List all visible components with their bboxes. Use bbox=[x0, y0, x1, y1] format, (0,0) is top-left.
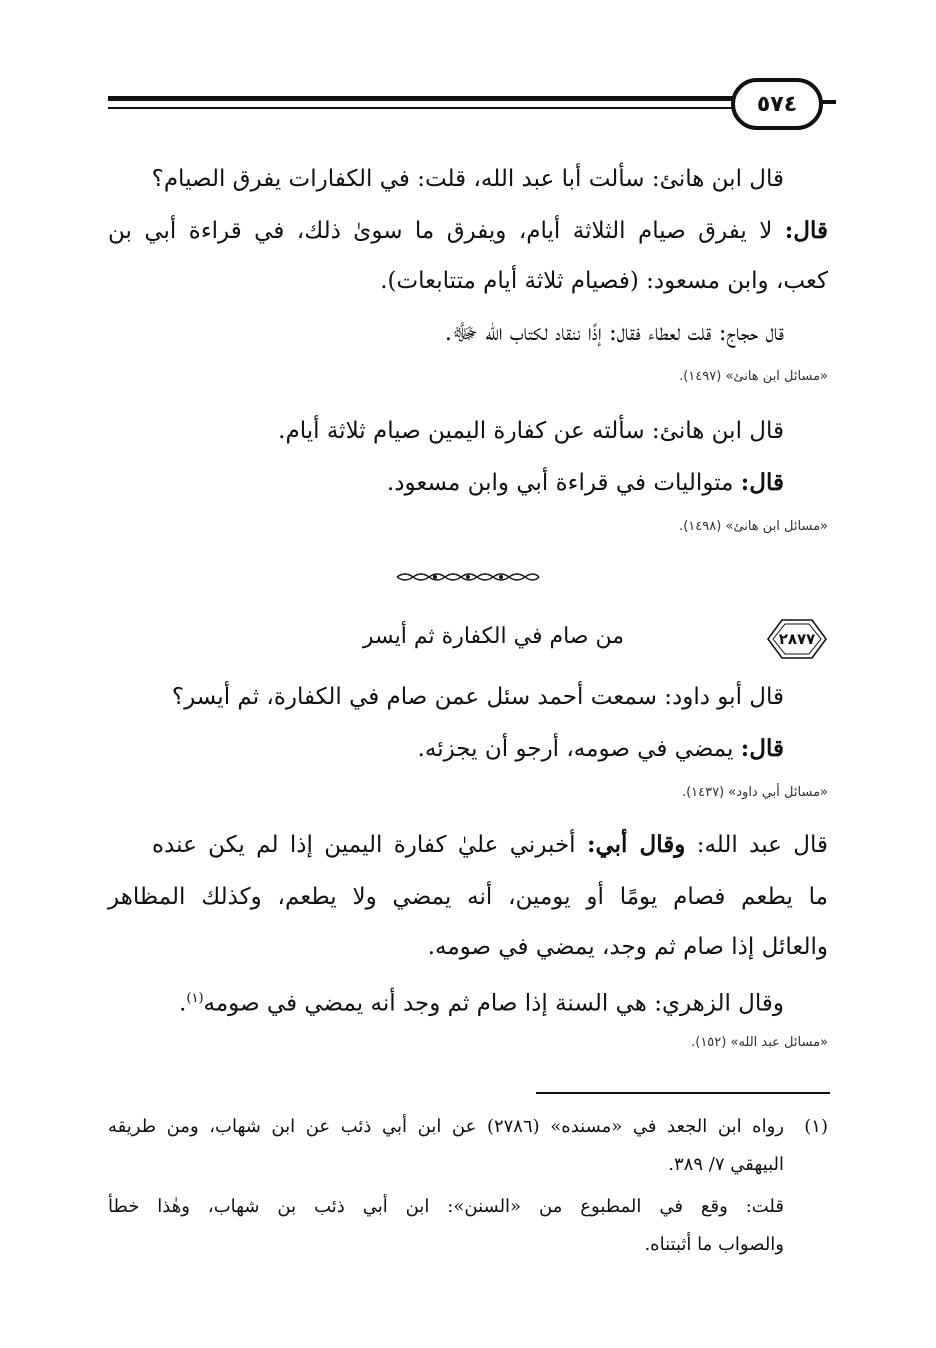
text-line: كعب، وابن مسعود: (فصيام ثلاثة أيام متتابعات). bbox=[380, 268, 828, 294]
page-number: ٥٧٤ bbox=[731, 78, 823, 130]
footnote-line: والصواب ما أثبتناه. bbox=[644, 1234, 784, 1255]
footnote-marker: (١) bbox=[186, 991, 204, 1006]
section-number: ٢٨٧٧ bbox=[778, 630, 816, 648]
text-line: ما يطعم فصام يومًا أو يومين، أنه يمضي ولا يطعم، وكذلك المظاهر bbox=[108, 884, 828, 910]
text-line: قال أبو داود: سمعت أحمد سئل عمن صام في الكفارة، ثم أيسر؟ bbox=[171, 684, 784, 710]
speaker-label: قال: bbox=[740, 469, 784, 496]
text-line: قال ابن هانئ: سألت أبا عبد الله، قلت: في الكفارات يفرق الصيام؟ bbox=[151, 166, 784, 192]
header-rule-thin bbox=[108, 107, 738, 109]
text-line: قال: يمضي في صومه، أرجو أن يجزئه. bbox=[417, 735, 784, 762]
text-line: قال: متواليات في قراءة أبي وابن مسعود. bbox=[386, 469, 784, 496]
section-title: من صام في الكفارة ثم أيسر bbox=[362, 624, 624, 649]
speaker-label: قال: bbox=[784, 217, 828, 244]
footnote-line: رواه ابن الجعد في «مسنده» (٢٧٨٦) عن ابن أبي ذئب عن ابن شهاب، ومن طريقه bbox=[108, 1116, 784, 1137]
ornament-divider bbox=[395, 570, 541, 584]
speaker-label: قال: bbox=[740, 735, 784, 762]
header-rule-tail bbox=[822, 100, 836, 104]
text-line: قال: لا يفرق صيام الثلاثة أيام، ويفرق ما سوىٰ ذلك، في قراءة أبي بن bbox=[108, 217, 828, 244]
source-reference: «مسائل عبد الله» (١٥٢). bbox=[691, 1035, 828, 1050]
source-reference: «مسائل أبي داود» (١٤٣٧). bbox=[681, 785, 828, 800]
speaker-label: وقال أبي: bbox=[586, 831, 686, 858]
text-line: والعائل إذا صام ثم وجد، يمضي في صومه. bbox=[427, 934, 828, 960]
text-line: قال حجاج: قلت لعطاء فقال: إذًا ننقاد لكتاب الله ﷻ. bbox=[444, 320, 784, 346]
text-line: قال عبد الله: وقال أبي: أخبرني عليٰ كفارة اليمين إذا لم يكن عنده bbox=[152, 831, 828, 858]
footnote-line: البيهقي ٧/ ٣٨٩. bbox=[668, 1154, 784, 1175]
text-line: وقال الزهري: هي السنة إذا صام ثم وجد أنه يمضي في صومه$^{(١)}$. bbox=[179, 990, 784, 1017]
source-reference: «مسائل ابن هانئ» (١٤٩٧). bbox=[679, 369, 828, 384]
footnote-line: قلت: وقع في المطبوع من «السنن»: ابن أبي ذئب بن شهاب، وهٰذا خطأ bbox=[108, 1196, 784, 1217]
text-line: قال ابن هانئ: سألته عن كفارة اليمين صيام ثلاثة أيام. bbox=[278, 418, 784, 444]
header-rule bbox=[108, 96, 738, 101]
footnote-number: (١) bbox=[804, 1116, 828, 1137]
source-reference: «مسائل ابن هانئ» (١٤٩٨). bbox=[679, 519, 828, 534]
footnote-rule bbox=[536, 1092, 830, 1094]
